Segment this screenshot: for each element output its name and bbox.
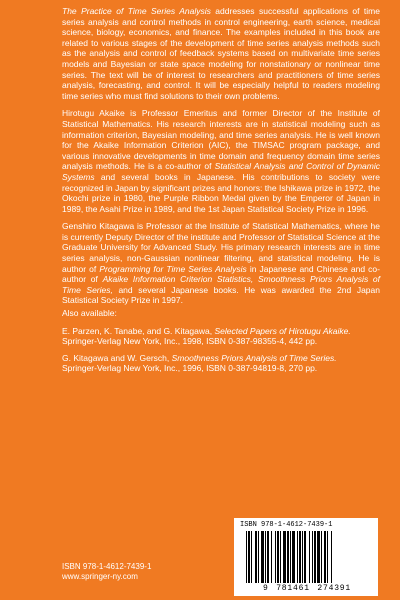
- barcode-bar: [290, 531, 291, 583]
- barcode-bar: [331, 531, 332, 583]
- barcode-bar: [267, 531, 269, 583]
- barcode-bar: [271, 531, 272, 583]
- barcode-digits: [234, 584, 378, 593]
- back-cover-text: [62, 6, 380, 380]
- barcode-digit-first: 9: [262, 584, 269, 593]
- author1-bio: [62, 108, 380, 214]
- isbn-text: ISBN 978-1-4612-7439-1: [62, 562, 152, 571]
- isbn-footer: [62, 562, 151, 582]
- barcode-bar: [248, 531, 250, 583]
- barcode-bar: [258, 531, 259, 583]
- ref2-title: Smoothness Priors Analysis of Time Series.: [171, 352, 337, 363]
- author2-book-title-2: Akaike Information Criterion Statistics, Smoothness Priors Analysis of Time Series,: [62, 274, 380, 295]
- barcode-bar: [314, 531, 316, 583]
- barcode-bars: [246, 531, 338, 583]
- barcode-bar: [283, 531, 286, 583]
- barcode-bar: [321, 531, 322, 583]
- barcode-bar: [312, 531, 313, 583]
- description-paragraph: [62, 6, 380, 101]
- barcode-bar: [317, 531, 320, 583]
- reference-item: [62, 353, 380, 374]
- barcode-bar: [304, 531, 306, 583]
- author2-text-c: and several Japanese books. He was awarded the 2nd Japan Statistical Society Prize in 1997.: [62, 284, 380, 306]
- author2-book-title-1: Programming for Time Series Analysis: [99, 263, 247, 274]
- barcode-bar: [255, 531, 257, 583]
- barcode-bar: [299, 531, 301, 583]
- barcode-bar: [265, 531, 266, 583]
- ref2-authors: G. Kitagawa and W. Gersch,: [62, 352, 172, 363]
- website-url: www.springer-ny.com: [62, 572, 138, 581]
- author1-text-b: and several books in Japanese. His contributions to society were recognized in Japan by significant prizes and honors: the Ishikawa prize in 1972, the Okochi prize in 1980, the Purple Ribbon Medal given by the Emperor of Japan in 1989, the Asahi Prize in 1989, and the 1st Japan Statistical Society Prize in 1996.: [62, 171, 380, 214]
- ref1-publisher: Springer-Verlag New York, Inc., 1998, ISBN 0-387-98355-4, 442 pp.: [62, 336, 318, 347]
- barcode-bar: [280, 531, 281, 583]
- barcode-digit-group-2: 274391: [317, 584, 352, 593]
- book-title: The Practice of Time Series Analysis: [62, 6, 211, 16]
- author2-bio: [62, 221, 380, 306]
- also-available-section: [62, 308, 380, 374]
- barcode-bar: [246, 531, 247, 583]
- barcode-bar: [309, 531, 310, 583]
- barcode-bar: [324, 531, 326, 583]
- also-available-heading: Also available:: [62, 308, 117, 319]
- ref2-publisher: Springer-Verlag New York, Inc., 1996, ISBN 0-387-94819-8, 270 pp.: [62, 363, 318, 374]
- barcode-bar: [275, 531, 276, 583]
- barcode-bar: [287, 531, 289, 583]
- ref1-authors: E. Parzen, K. Tanabe, and G. Kitagawa,: [62, 325, 215, 336]
- barcode-bar: [292, 531, 295, 583]
- ref1-title: Selected Papers of Hirotugu Akaike.: [214, 325, 351, 336]
- barcode-isbn-label: ISBN 978-1-4612-7439-1: [240, 521, 333, 529]
- barcode-bar: [277, 531, 279, 583]
- reference-item: [62, 326, 380, 347]
- barcode-bar: [261, 531, 264, 583]
- barcode-bar: [251, 531, 252, 583]
- author2-text-b: in Japanese and Chinese and co-author of: [62, 263, 380, 285]
- barcode-bar: [327, 531, 328, 583]
- barcode-digit-group-1: 781461: [276, 584, 310, 593]
- author2-text-a: Genshiro Kitagawa is Professor at the Institute of Statistical Mathematics, where he is currently Deputy Director of the institute and Professor of Statistical Science at the Graduate University for Advanced Study. His primary research interests are in time series analysis, non-Gaussian nonlinear filtering, and statistical modeling. He is author of: [62, 221, 380, 274]
- author1-book-title: Statistical Analysis and Control of Dynamic Systems: [62, 161, 380, 182]
- barcode-bar: [302, 531, 303, 583]
- barcode-bar: [297, 531, 298, 583]
- description-text: addresses successful applications of time series analysis and control methods in control engineering, earth science, medical science, biology, economics, and finance. The examples included in this book are related to various stages of the development of time series analysis methods such as the analysis and control of feedback systems based on multivariate time series models and Bayesian or state space modeling for nonstationary or nonlinear time series. The text will be of interest to researchers and practitioners of time series analysis, forecasting, and control. It will be especially helpful to readers modeling time series who must find solutions to their own problems.: [62, 6, 380, 101]
- author1-text-a: Hirotugu Akaike is Professor Emeritus and former Director of the Institute of Statistical Mathematics. His research interests are in statistical modeling such as information criterion, Bayesian modeling, and time series analysis. He is well known for the Akaike Information Criterion (AIC), the TIMSAC program package, and various innovative developments in time domain and frequency domain time series analysis methods. He is a co-author of: [62, 108, 380, 172]
- isbn-barcode: [234, 518, 378, 596]
